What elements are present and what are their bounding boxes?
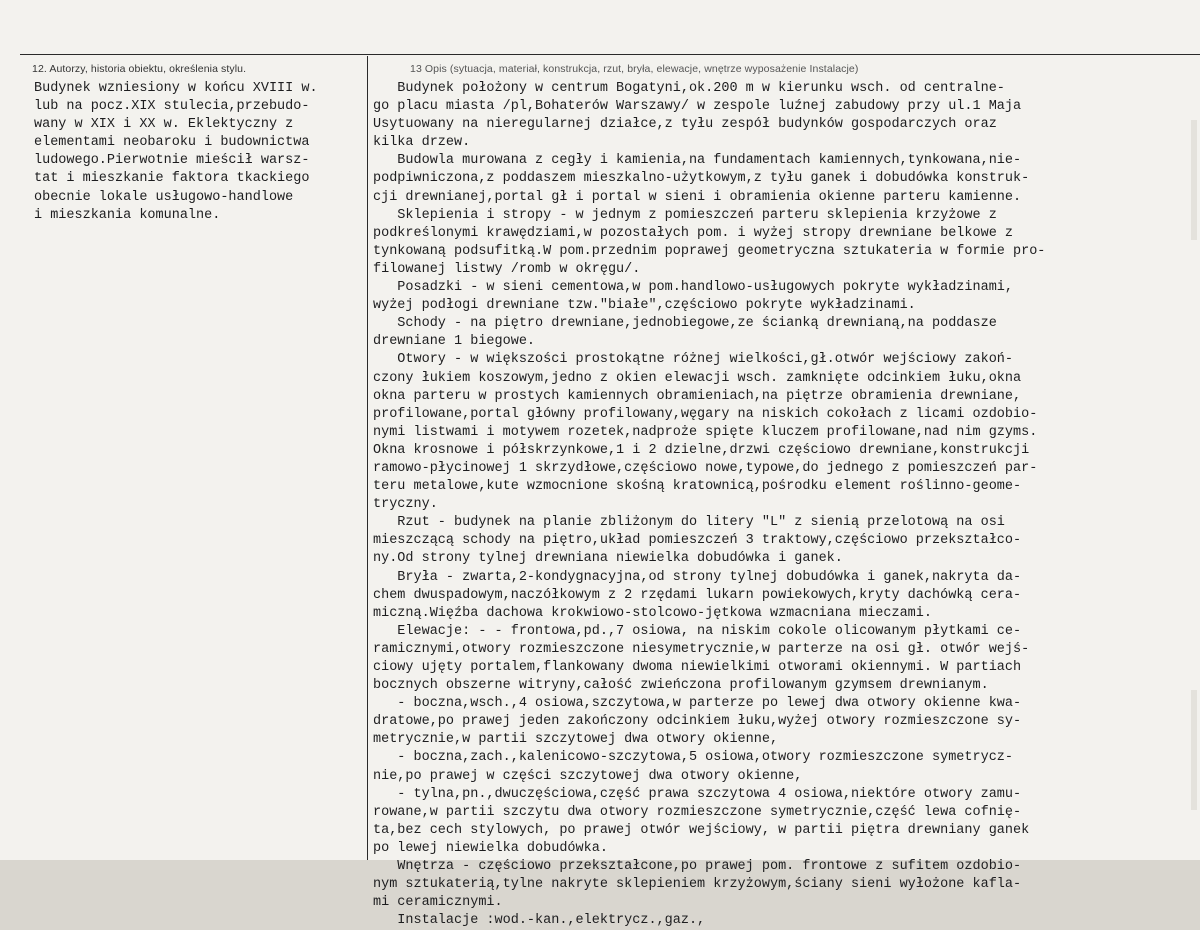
text-line: tynkowaną podsufitką.W pom.przednim poprawej geometryczna sztukateria w formie pro- bbox=[373, 243, 1046, 259]
text-line: Wnętrza - częściowo przekształcone,po prawej pom. frontowe z sufitem ozdobio- bbox=[373, 859, 1022, 875]
text-line: mi ceramicznymi. bbox=[373, 895, 503, 911]
text-line: Elewacje: - - frontowa,pd.,7 osiowa, na niskim cokole olicowanym płytkami ce- bbox=[373, 623, 1022, 639]
text-line: nymi listwami i motywem rozetek,nadproże spięte kluczem profilowane,nad nim gzyms. bbox=[373, 424, 1038, 440]
text-line: okna parteru w prostych kamiennych obramieniach,na piętrze obramienia drewniane, bbox=[373, 388, 1022, 404]
text-line: dratowe,po prawej jeden zakończony odcinkiem łuku,wyżej otwory rozmieszczone sy- bbox=[373, 714, 1022, 730]
text-line: Instalacje :wod.-kan.,elektrycz.,gaz., bbox=[373, 913, 706, 929]
text-line: miczną.Więźba dachowa krokwiowo-stolcowo-jętkowa wzmacniana mieczami. bbox=[373, 605, 932, 621]
text-line: kilka drzew. bbox=[373, 135, 471, 151]
text-line: go placu miasta /pl,Bohaterów Warszawy/ w zespole luźnej zabudowy przy ul.1 Maja bbox=[373, 99, 1022, 115]
text-line: wany w XIX i XX w. Eklektyczny z bbox=[34, 117, 294, 133]
text-line: ciowy ujęty portalem,flankowany dwoma niewielkimi otworami okiennymi. W partiach bbox=[373, 660, 1022, 675]
text-line: po lewej niewielka dobudówka. bbox=[373, 840, 608, 856]
text-line: podpiwniczona,z poddaszem mieszkalno-użytkowym,z tyłu ganek i dobudówka konstruk- bbox=[373, 171, 1030, 187]
text-line: Posadzki - w sieni cementowa,w pom.handlowo-usługowych pokryte wykładzinami, bbox=[373, 280, 1014, 296]
text-line: obecnie lokale usługowo-handlowe bbox=[34, 189, 294, 205]
column-divider bbox=[367, 56, 368, 860]
text-line: - boczna,zach.,kalenicowo-szczytowa,5 osiowa,otwory rozmieszczone symetrycz- bbox=[373, 750, 1014, 766]
text-line: ny.Od strony tylnej drewniana niewielka dobudówka i ganek. bbox=[373, 551, 843, 567]
text-line: nie,po prawej w części szczytowej dwa otwory okienne, bbox=[373, 768, 803, 784]
text-line: mieszczącą schody na piętro,układ pomieszczeń 3 traktowy,częściowo przekształco- bbox=[373, 533, 1022, 549]
description-text bbox=[373, 80, 1197, 930]
section-12-header: 12. Autorzy, historia obiektu, określenia stylu. bbox=[32, 63, 247, 75]
text-line: tryczny. bbox=[373, 497, 438, 513]
text-line: - boczna,wsch.,4 osiowa,szczytowa,w parterze po lewej dwa otwory okienne kwa- bbox=[373, 696, 1022, 712]
text-line: wyżej podłogi drewniane tzw."białe",częściowo pokryte wykładzinami. bbox=[373, 298, 916, 314]
top-rule bbox=[20, 54, 1200, 55]
text-line: Schody - na piętro drewniane,jednobiegowe,ze ścianką drewnianą,na poddasze bbox=[373, 316, 997, 332]
text-line: podkreślonymi krawędziami,w pozostałych pom. i wyżej stropy drewniane belkowe z bbox=[373, 225, 1014, 241]
text-line: rowane,w partii szczytu dwa otwory rozmieszczone symetrycznie,część lewa cofnię- bbox=[373, 804, 1022, 820]
text-line: Okna krosnowe i półskrzynkowe,1 i 2 dzielne,drzwi częściowo drewniane,konstrukcji bbox=[373, 442, 1030, 458]
edge-mark bbox=[1191, 690, 1197, 810]
text-line: czony łukiem koszowym,jedno z okien elewacji wsch. zamknięte odcinkiem łuku,okna bbox=[373, 370, 1022, 386]
history-text bbox=[34, 80, 364, 225]
text-line: elementami neobaroku i budownictwa bbox=[34, 135, 310, 151]
text-line: Budowla murowana z cegły i kamienia,na fundamentach kamiennych,tynkowana,nie- bbox=[373, 153, 1022, 169]
text-line: metrycznie,w partii szczytowej dwa otwory okienne, bbox=[373, 732, 779, 748]
text-line: Sklepienia i stropy - w jednym z pomieszczeń parteru sklepienia krzyżowe z bbox=[373, 207, 997, 223]
text-line: filowanej listwy /romb w okręgu/. bbox=[373, 261, 641, 277]
text-line: Usytuowany na nieregularnej działce,z tyłu zespół budynków gospodarczych oraz bbox=[373, 117, 997, 133]
text-line: ramowo-płycinowej 1 skrzydłowe,częściowo nowe,typowe,do jednego z pomieszczeń par- bbox=[373, 460, 1038, 476]
text-line: - tylna,pn.,dwuczęściowa,część prawa szczytowa 4 osiowa,niektóre otwory zamu- bbox=[373, 786, 1022, 802]
edge-mark bbox=[1191, 120, 1197, 240]
text-line: nym sztukaterią,tylne nakryte sklepieniem krzyżowym,ściany sieni wyłożone kafla- bbox=[373, 877, 1022, 893]
section-13-header: 13 Opis (sytuacja, materiał, konstrukcja, rzut, bryła, elewacje, wnętrze wyposażenie Instalacje) bbox=[410, 63, 859, 75]
text-line: Budynek położony w centrum Bogatyni,ok.200 m w kierunku wsch. od centralne- bbox=[373, 81, 1005, 96]
text-line: Otwory - w większości prostokątne różnej wielkości,gł.otwór wejściowy zakoń- bbox=[373, 352, 1014, 368]
text-line: ramicznymi,otwory rozmieszczone niesymetrycznie,w parterze na osi gł. otwór wejś- bbox=[373, 641, 1030, 657]
text-line: ludowego.Pierwotnie mieścił warsz- bbox=[34, 153, 310, 169]
text-line: Bryła - zwarta,2-kondygnacyjna,od strony tylnej dobudówka i ganek,nakryta da- bbox=[373, 569, 1022, 585]
text-line: profilowane,portal główny profilowany,węgary na niskich cokołach z licami ozdobio- bbox=[373, 406, 1038, 422]
text-line: lub na pocz.XIX stulecia,przebudo- bbox=[34, 99, 310, 115]
text-line: chem dwuspadowym,naczółkowym z 2 rzędami lukarn powiekowych,kryty dachówką cera- bbox=[373, 587, 1022, 603]
text-line: Rzut - budynek na planie zbliżonym do litery "L" z sienią przelotową na osi bbox=[373, 515, 1005, 531]
text-line: ta,bez cech stylowych, po prawej otwór wejściowy, w partii piętra drewniany ganek bbox=[373, 822, 1030, 838]
text-line: Budynek wzniesiony w końcu XVIII w. bbox=[34, 81, 318, 96]
text-line: i mieszkania komunalne. bbox=[34, 207, 221, 223]
text-line: teru metalowe,kute wzmocnione skośną kratownicą,pośrodku element roślinno-geome- bbox=[373, 479, 1022, 495]
text-line: drewniane 1 biegowe. bbox=[373, 334, 536, 350]
text-line: bocznych obszerne witryny,całość zwieńczona profilowanym gzymsem drewnianym. bbox=[373, 678, 989, 694]
text-line: tat i mieszkanie faktora tkackiego bbox=[34, 171, 310, 187]
text-line: cji drewnianej,portal gł i portal w sieni i obramienia okienne parteru kamienne. bbox=[373, 189, 1022, 205]
